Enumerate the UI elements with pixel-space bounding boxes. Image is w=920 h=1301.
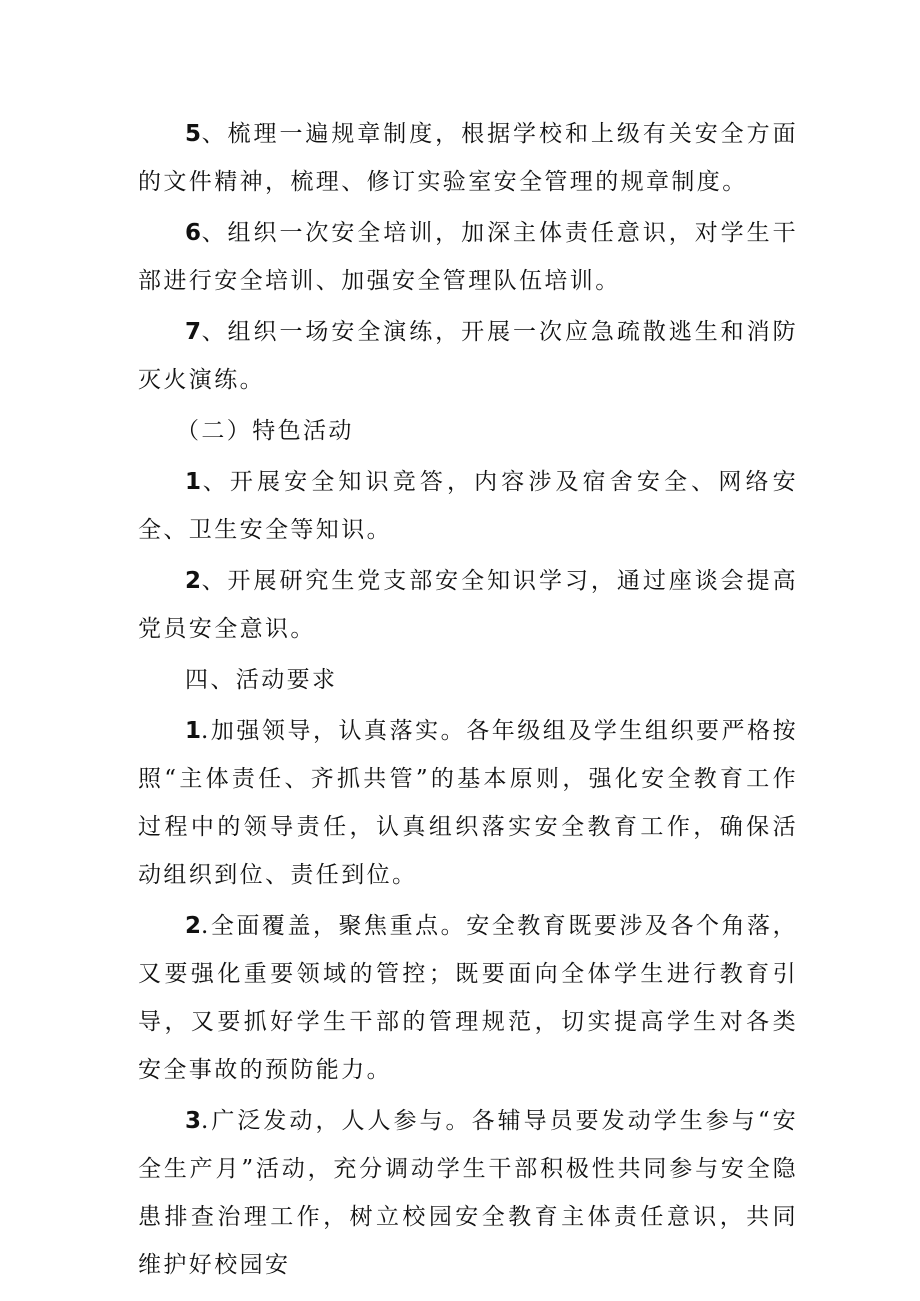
item-text: .全面覆盖，聚焦重点。安全教育既要涉及各个角落，又要强化重要领域的管控；既要面向全体学生进行教育引导，又要抓好学生干部的管理规范，切实提高学生对各类安全事故的预防能力。 bbox=[138, 913, 798, 1083]
item-text: 、开展安全知识竞答，内容涉及宿舍安全、网络安全、卫生安全等知识。 bbox=[138, 469, 798, 543]
item-text: 、组织一场安全演练，开展一次应急疏散逃生和消防灭火演练。 bbox=[138, 319, 798, 393]
item-text: .广泛发动，人人参与。各辅导员要发动学生参与“安全生产月”活动，充分调动学生干部积极性共同参与安全隐患排查治理工作，树立校园安全教育主体责任意识，共同维护好校园安 bbox=[138, 1108, 798, 1278]
section-heading: 四、活动要求 bbox=[185, 667, 338, 693]
paragraph-item-7 bbox=[138, 308, 798, 404]
item-number: 6 bbox=[185, 220, 202, 246]
section-sub-heading: （二）特色活动 bbox=[176, 418, 354, 444]
feature-item-1 bbox=[138, 458, 798, 554]
requirement-item-3 bbox=[138, 1097, 798, 1289]
document-body bbox=[138, 110, 798, 1289]
item-number: 1 bbox=[185, 469, 202, 495]
item-number: 2 bbox=[185, 913, 202, 939]
requirement-item-1 bbox=[138, 707, 798, 899]
item-text: 、组织一次安全培训，加深主体责任意识，对学生干部进行安全培训、加强安全管理队伍培训。 bbox=[138, 220, 798, 294]
item-number: 2 bbox=[185, 568, 202, 594]
requirement-item-2 bbox=[138, 902, 798, 1094]
feature-item-2 bbox=[138, 557, 798, 653]
item-number: 1 bbox=[185, 718, 202, 744]
paragraph-item-5 bbox=[138, 110, 798, 206]
item-text: 、开展研究生党支部安全知识学习，通过座谈会提高党员安全意识。 bbox=[138, 568, 798, 642]
item-number: 7 bbox=[185, 319, 202, 345]
item-text: .加强领导，认真落实。各年级组及学生组织要严格按照“主体责任、齐抓共管”的基本原则，强化安全教育工作过程中的领导责任，认真组织落实安全教育工作，确保活动组织到位、责任到位。 bbox=[138, 718, 798, 888]
item-number: 5 bbox=[185, 121, 202, 147]
item-number: 3 bbox=[185, 1108, 202, 1134]
item-text: 、梳理一遍规章制度，根据学校和上级有关安全方面的文件精神，梳理、修订实验室安全管理的规章制度。 bbox=[138, 121, 798, 195]
paragraph-item-6 bbox=[138, 209, 798, 305]
